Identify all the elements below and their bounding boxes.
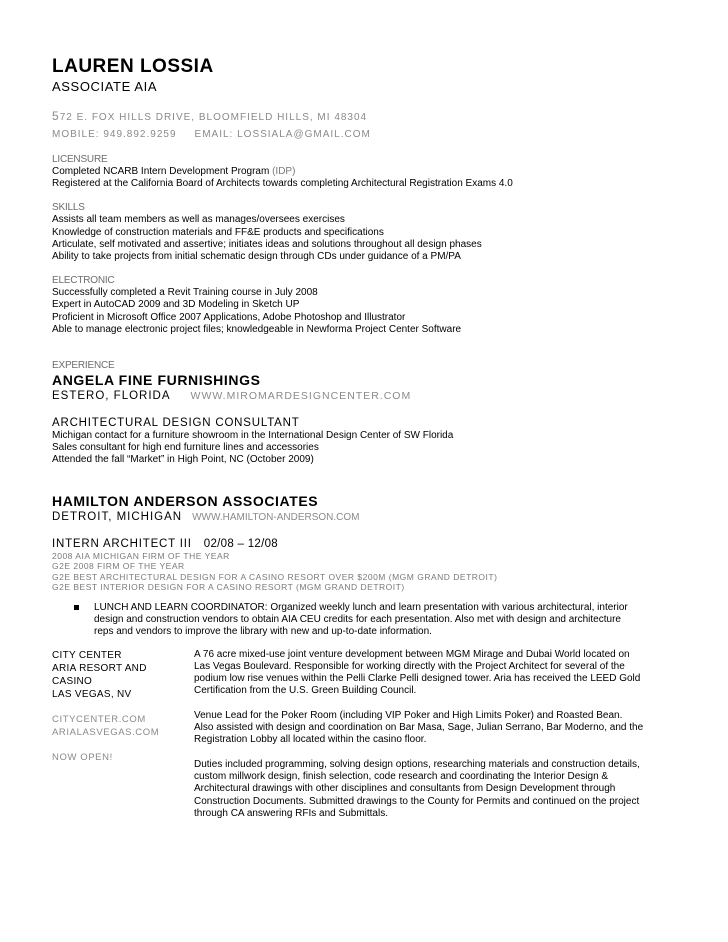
job1-location-line	[52, 389, 682, 403]
electronic-item: Expert in AutoCAD 2009 and 3D Modeling in Sketch UP	[52, 299, 300, 311]
electronic-section	[52, 275, 682, 336]
licensure-idp-text: Completed NCARB Intern Development Program	[52, 166, 273, 177]
email-address: EMAIL: LOSSIALA@GMAIL.COM	[194, 129, 371, 140]
project-status-note: NOW OPEN!	[52, 751, 113, 763]
paragraph-line: Las Vegas Boulevard. Responsible for working directly with the Project Architect for several of the	[194, 660, 625, 672]
address-text: 72 E. FOX HILLS DRIVE, BLOOMFIELD HILLS, MI 48304	[59, 112, 368, 123]
project-link: CITYCENTER.COM	[52, 713, 146, 725]
job2-role-line	[52, 537, 682, 551]
paragraph-line: Certification from the U.S. Green Building Council.	[194, 685, 417, 697]
project-description	[194, 649, 682, 821]
project-name-line: CITY CENTER	[52, 649, 122, 661]
skill-item: Ability to take projects from initial schematic design through CDs under guidance of a PM/PA	[52, 251, 461, 263]
bullet-line: reps and vendors to improve the library with new and up-to-date information.	[94, 626, 432, 638]
job2-url: WWW.HAMILTON-ANDERSON.COM	[192, 511, 360, 523]
project-paragraph	[194, 710, 682, 747]
licensure-idp-abbr: (IDP)	[272, 166, 296, 177]
job2-location: DETROIT, MICHIGAN	[52, 510, 183, 523]
address-line	[52, 109, 682, 125]
skill-item: Knowledge of construction materials and FF&E products and specifications	[52, 226, 384, 238]
award-item: 2008 AIA MICHIGAN FIRM OF THE YEAR	[52, 550, 230, 561]
paragraph-line: Venue Lead for the Poker Room (including VIP Poker and High Limits Poker) and Roasted Bean.	[194, 709, 623, 721]
paragraph-line: custom millwork design, finish selection, code research and coordinating the Interior Design &	[194, 770, 609, 782]
mobile-number: MOBILE: 949.892.9259	[52, 129, 177, 140]
job2-dates: 02/08 – 12/08	[203, 537, 278, 550]
project-paragraph	[194, 759, 682, 820]
job2-company: HAMILTON ANDERSON ASSOCIATES	[52, 492, 319, 509]
project-paragraph	[194, 649, 682, 698]
paragraph-line: Registration Lobby all located within the casino floor.	[194, 734, 427, 746]
project-name-line: LAS VEGAS, NV	[52, 688, 132, 700]
electronic-item: Able to manage electronic project files; knowledgeable in Newforma Project Center Software	[52, 323, 462, 335]
project-name-line: CASINO	[52, 675, 93, 687]
bullet-line: LUNCH AND LEARN COORDINATOR: Organized weekly lunch and learn presentation with various architectural, interior	[94, 601, 628, 613]
job1-company: ANGELA FINE FURNISHINGS	[52, 372, 261, 389]
electronic-item: Successfully completed a Revit Training course in July 2008	[52, 287, 318, 299]
experience-label: EXPERIENCE	[52, 360, 115, 372]
electronic-label: ELECTRONIC	[52, 275, 115, 287]
candidate-title: ASSOCIATE AIA	[52, 79, 158, 94]
skill-item: Articulate, self motivated and assertive; initiates ideas and solutions throughout all design phases	[52, 238, 482, 250]
skills-label: SKILLS	[52, 202, 85, 214]
licensure-line	[52, 166, 682, 178]
award-item: G2E BEST INTERIOR DESIGN FOR A CASINO RESORT (MGM GRAND DETROIT)	[52, 582, 405, 593]
job1-item: Michigan contact for a furniture showroom in the International Design Center of SW Florida	[52, 430, 454, 442]
paragraph-line: Construction Documents. Submitted drawings to the County for Permits and continued on the project	[194, 795, 640, 807]
project-sidebar	[52, 649, 194, 821]
licensure-label: LICENSURE	[52, 154, 108, 165]
contact-line	[52, 127, 682, 142]
skill-item: Assists all team members as well as manages/oversees exercises	[52, 214, 345, 226]
square-bullet-icon	[74, 605, 79, 610]
job1-item: Sales consultant for high end furniture lines and accessories	[52, 442, 319, 454]
paragraph-line: Also assisted with design and coordination on Bar Masa, Sage, Julian Serrano, Bar Moderno, and the	[194, 722, 644, 734]
candidate-name: LAUREN LOSSIA	[52, 56, 214, 77]
paragraph-line: Duties included programming, solving design options, researching materials and construction details,	[194, 758, 640, 770]
paragraph-line: podium low rise venues within the Pelli Clarke Pelli designed tower. Aria has received the LEED Gold	[194, 673, 641, 685]
experience-section	[52, 360, 682, 820]
resume-page	[52, 56, 682, 820]
paragraph-line: Architectural drawings with other disciplines and consultants from Design Development through	[194, 783, 616, 795]
job2-location-line	[52, 510, 682, 525]
project-name-line: ARIA RESORT AND	[52, 662, 147, 674]
licensure-section	[52, 154, 682, 190]
licensure-line: Registered at the California Board of Architects towards completing Architectural Registration Exams 4.0	[52, 178, 513, 190]
skills-section	[52, 202, 682, 263]
job2-role: INTERN ARCHITECT III	[52, 537, 192, 550]
award-item: G2E BEST ARCHITECTURAL DESIGN FOR A CASINO RESORT OVER $200M (MGM GRAND DETROIT)	[52, 571, 498, 582]
paragraph-line: A 76 acre mixed-use joint venture development between MGM Mirage and Dubai World located on	[194, 648, 630, 660]
bullet-line: design and construction vendors to obtain AIA CEU credits for each presentation. Also met with design and architecture	[94, 613, 621, 625]
electronic-item: Proficient in Microsoft Office 2007 Applications, Adobe Photoshop and Illustrator	[52, 311, 406, 323]
bullet-item	[52, 602, 682, 639]
award-item: G2E 2008 FIRM OF THE YEAR	[52, 561, 185, 572]
address-first-char: 5	[52, 109, 60, 123]
project-link: ARIALASVEGAS.COM	[52, 726, 160, 738]
job1-location: ESTERO, FLORIDA	[52, 390, 171, 403]
job1-item: Attended the fall “Market” in High Point, NC (October 2009)	[52, 454, 314, 466]
job1-role: ARCHITECTURAL DESIGN CONSULTANT	[52, 417, 300, 430]
paragraph-line: through CA answering RFIs and Submittals.	[194, 807, 388, 819]
project-block	[52, 649, 682, 821]
job1-url: WWW.MIROMARDESIGNCENTER.COM	[190, 390, 412, 403]
